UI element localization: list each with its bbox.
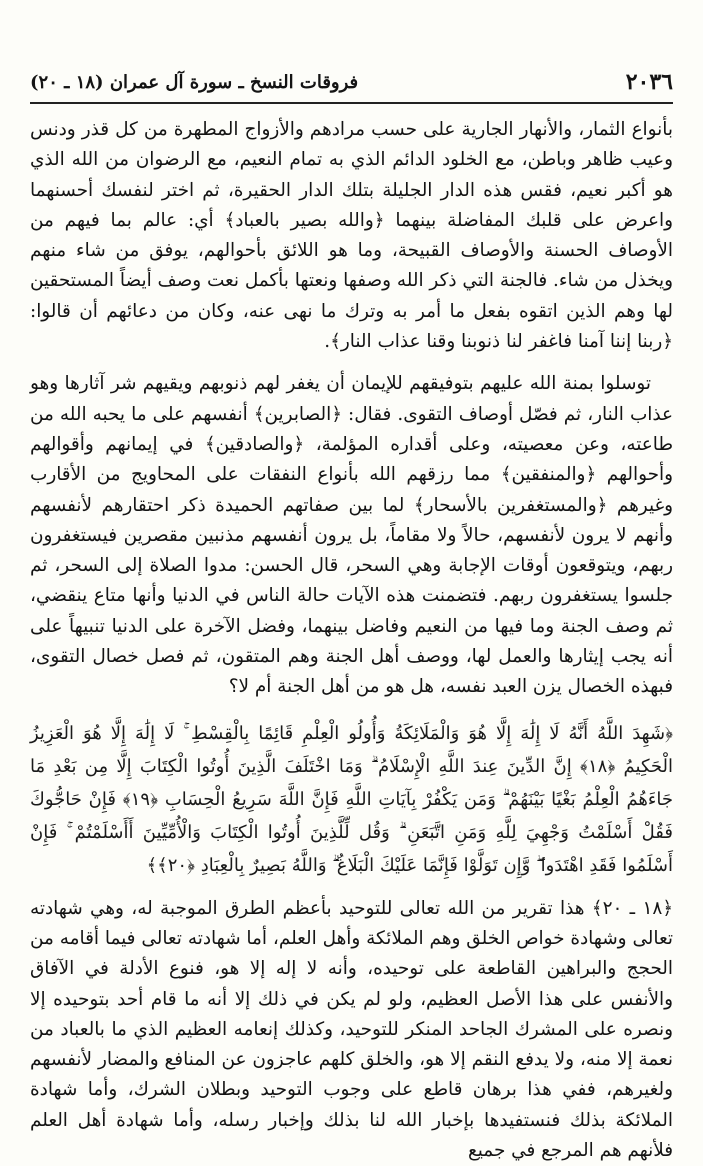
page-number: ٢٠٣٦ — [625, 69, 673, 95]
quran-verses: ﴿شَهِدَ اللَّهُ أَنَّهُ لَا إِلَٰهَ إِلَّا هُوَ وَالْمَلَائِكَةُ وَأُولُو الْعِلْمِ قَائِمًا بِالْقِسْطِ ۚ لَا إِلَٰهَ إِلَّا هُوَ الْعَزِيزُ الْحَكِيمُ ﴿١٨﴾ إِنَّ الدِّينَ عِندَ اللَّهِ الْإِسْلَامُ ۗ وَمَا اخْتَلَفَ الَّذِينَ أُوتُوا الْكِتَابَ إِلَّا مِن بَعْدِ مَا جَاءَهُمُ الْعِلْمُ بَغْيًا بَيْنَهُمْ ۗ وَمَن يَكْفُرْ بِآيَاتِ اللَّهِ فَإِنَّ اللَّهَ سَرِيعُ الْحِسَابِ ﴿١٩﴾ فَإِنْ حَاجُّوكَ فَقُلْ أَسْلَمْتُ وَجْهِيَ لِلَّهِ وَمَنِ اتَّبَعَنِ ۗ وَقُل لِّلَّذِينَ أُوتُوا الْكِتَابَ وَالْأُمِّيِّينَ أَأَسْلَمْتُمْ ۚ فَإِنْ أَسْلَمُوا فَقَدِ اهْتَدَوا ۖ وَّإِن تَوَلَّوْا فَإِنَّمَا عَلَيْكَ الْبَلَاغُ ۗ وَاللَّهُ بَصِيرٌ بِالْعِبَادِ ﴿٢٠﴾﴾ — [30, 722, 673, 876]
page-header — [30, 62, 673, 104]
commentary-paragraph: ﴿١٨ ـ ٢٠﴾ هذا تقرير من الله تعالى للتوحيد بأعظم الطرق الموجبة له، وهي شهادته تعالى وشهادة خواص الخلق وهم الملائكة وأهل العلم، أما شهادته تعالى فيما أقامه من الحجج والبراهين القاطعة على توحيده، وأنه لا إله إلا هو، فنوع الأدلة في الآفاق والأنفس على هذا الأصل العظيم، ولو لم يكن في ذلك إلا أنه ما قام أحد بتوحيده إلا ونصره على المشرك الجاحد المنكر للتوحيد، وكذلك إنعامه العظيم الذي ما بالعباد من نعمة إلا منه، ولا يدفع النقم إلا هو، والخلق كلهم عاجزون عن المنافع والمضار لأنفسهم ولغيرهم، ففي هذا برهان قاطع على وجوب التوحيد وبطلان الشرك، وأما شهادة الملائكة بذلك فنستفيدها بإخبار الله لنا بذلك وإخبار رسله، وأما شهادة أهل العلم فلأنهم هم المرجع في جميع — [30, 897, 673, 1162]
paragraph: توسلوا بمنة الله عليهم بتوفيقهم للإيمان أن يغفر لهم ذنوبهم ويقيهم شر آثارها وهو عذاب النار، ثم فصّل أوصاف التقوى. فقال: ﴿الصابرين﴾ أنفسهم على ما يحبه الله من طاعته، وعن معصيته، وعلى أقداره المؤلمة، ﴿والصادقين﴾ في إيمانهم وأقوالهم وأحوالهم ﴿والمنفقين﴾ مما رزقهم الله بأنواع النفقات على المحاويج من الأقارب وغيرهم ﴿والمستغفرين بالأسحار﴾ لما بين صفاتهم الحميدة ذكر احتقارهم لأنفسهم وأنهم لا يرون لأنفسهم، حالاً ولا مقاماً، بل يرون أنفسهم مذنبين مقصرين فيستغفرون ربهم، ويتوقعون أوقات الإجابة وهي السحر، قال الحسن: مدوا الصلاة إلى السحر، ثم جلسوا يستغفرون ربهم. فتضمنت هذه الآيات حالة الناس في الدنيا وأنها متاع ينقضي، ثم وصف الجنة وما فيها من النعيم وفاضل بينهما، وفضل الآخرة على الدنيا تنبيهاً على أنه يجب إيثارها والعمل لها، ووصف أهل الجنة وهم المتقون، ثم فصل خصال التقوى، فبهذه الخصال يزن العبد نفسه، هل هو من أهل الجنة أم لا؟ — [30, 373, 673, 698]
running-title: فروقات النسخ ـ سورة آل عمران (١٨ ـ ٢٠) — [30, 71, 359, 93]
paragraph: بأنواع الثمار، والأنهار الجارية على حسب مرادهم والأزواج المطهرة من كل قذر ودنس وعيب ظاهر وباطن، مع الخلود الدائم الذي به تمام النعيم، مع الرضوان من الله الذي هو أكبر نعيم، فقس هذه الدار الجليلة بتلك الدار الحقيرة، ثم اختر لنفسك أحسنهما واعرض على قلبك المفاضلة بينهما ﴿والله بصير بالعباد﴾ أي: عالم بما فيهم من الأوصاف الحسنة والأوصاف القبيحة، وما هو اللائق بأحوالهم، يوفق من شاء منهم ويخذل من شاء. فالجنة التي ذكر الله وصفها ونعتها بأكمل نعت وصف أيضاً المستحقين لها وهم الذين اتقوه بفعل ما أمر به وترك ما نهى عنه، وكان من دعائهم أن قالوا: ﴿ربنا إننا آمنا فاغفر لنا ذنوبنا وقنا عذاب النار﴾. — [30, 119, 673, 353]
body-text — [30, 115, 673, 1166]
